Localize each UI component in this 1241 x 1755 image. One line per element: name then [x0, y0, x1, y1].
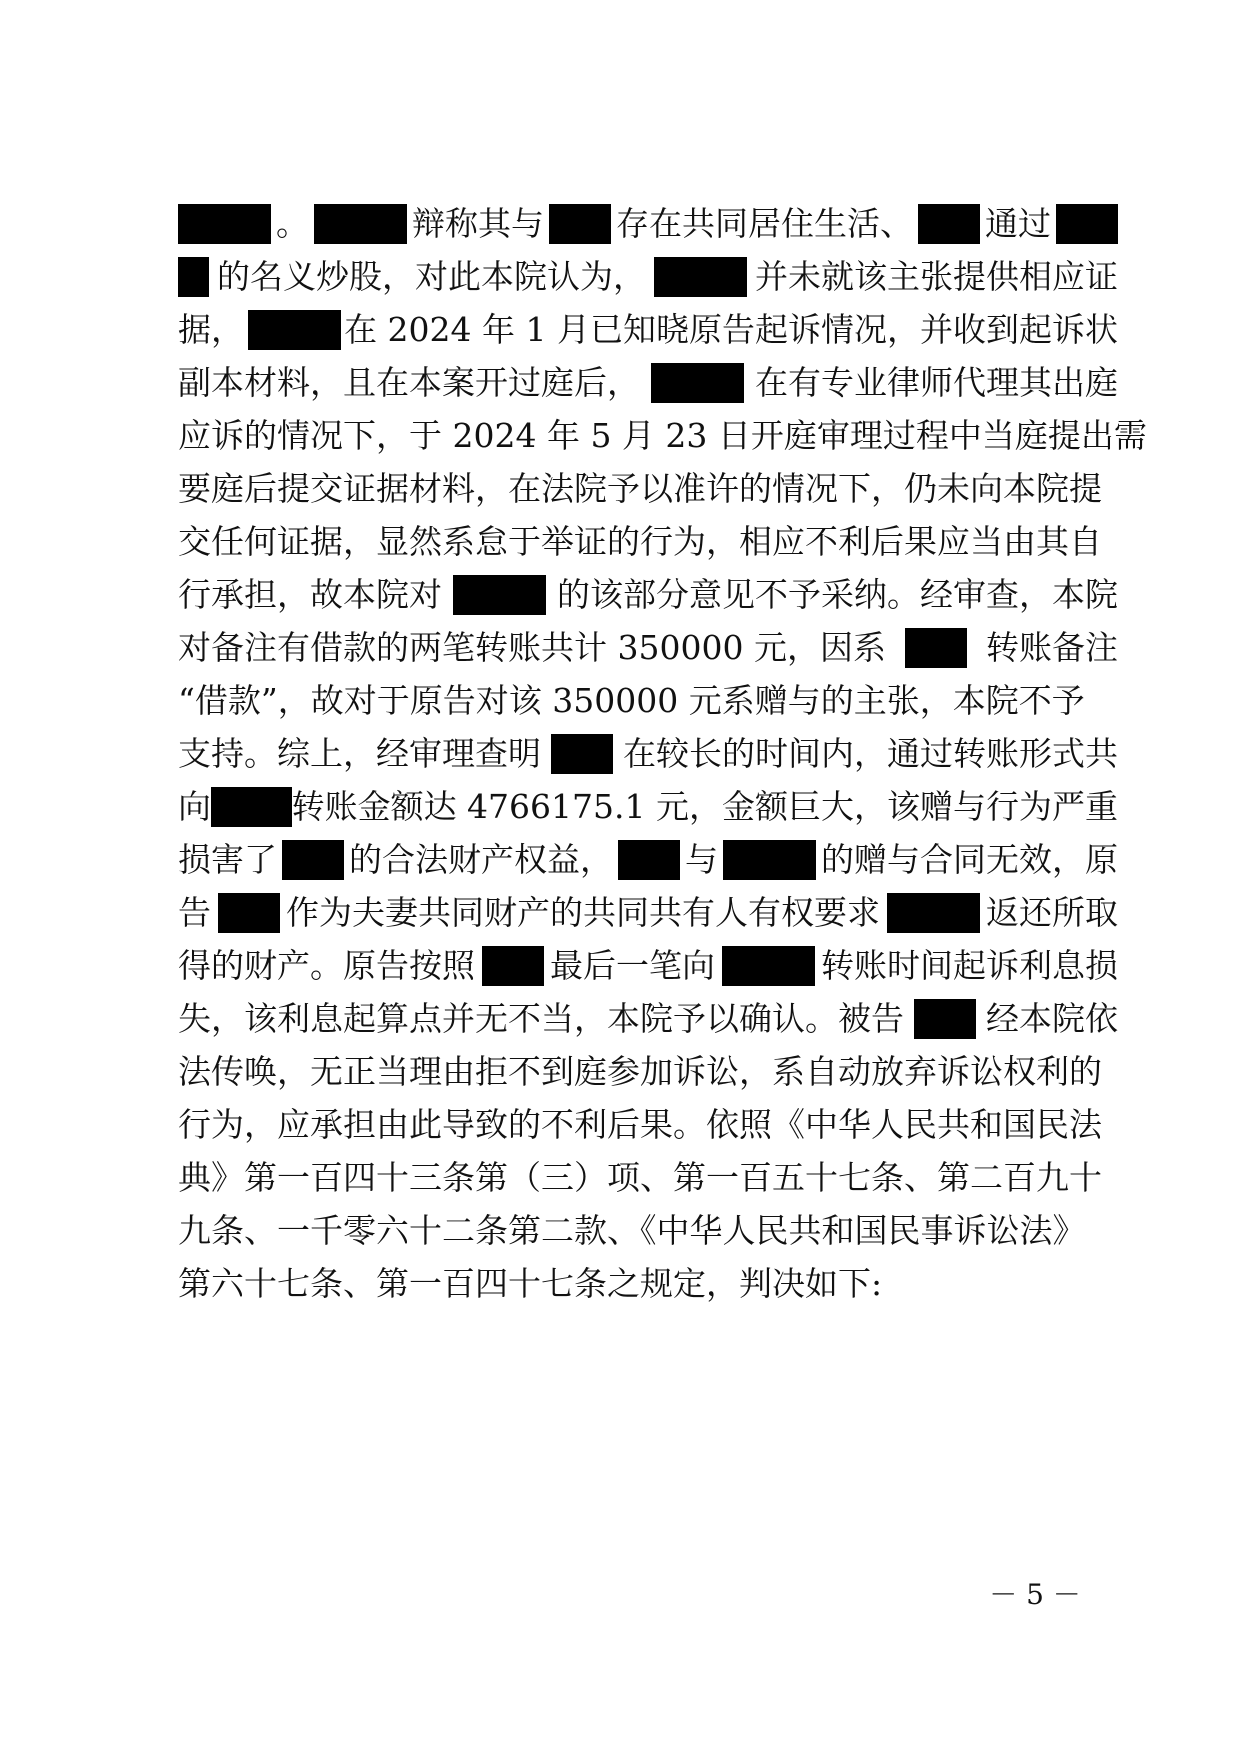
text-segment: 典》第一百四十三条第（三）项、第一百五十七条、第二百九十	[178, 1158, 1102, 1197]
text-segment: 返还所取	[986, 893, 1118, 932]
redaction-block	[1056, 204, 1118, 244]
text-segment: 交任何证据，显然系怠于举证的行为，相应不利后果应当由其自	[178, 522, 1102, 561]
text-segment: 失，该利息起算点并无不当，本院予以确认。被告	[178, 999, 904, 1038]
redaction-block	[248, 310, 341, 350]
page-number: － 5 －	[989, 1578, 1081, 1611]
text-line	[178, 306, 1118, 354]
text-segment: 的赠与合同无效，原	[821, 840, 1118, 879]
text-segment: 行承担，故本院对	[178, 575, 442, 614]
text-segment: 行为，应承担由此导致的不利后果。依照《中华人民共和国民法	[178, 1105, 1102, 1144]
text-line	[178, 571, 1118, 619]
redaction-block	[914, 999, 976, 1039]
text-segment: 告	[178, 893, 211, 932]
text-segment: 最后一笔向	[550, 946, 715, 985]
text-line	[178, 359, 1118, 407]
text-line	[178, 412, 1147, 460]
text-line	[178, 1154, 1118, 1202]
redaction-block	[722, 946, 815, 986]
text-line	[178, 1048, 1118, 1096]
text-line	[178, 889, 1118, 937]
redaction-block	[282, 840, 344, 880]
text-segment: 存在共同居住生活、	[616, 204, 913, 243]
text-line	[178, 1260, 1118, 1308]
redaction-block	[211, 787, 292, 827]
text-segment: 据，	[178, 310, 244, 349]
text-segment: 要庭后提交证据材料，在法院予以准许的情况下，仍未向本院提	[178, 469, 1102, 508]
redaction-block	[723, 840, 816, 880]
redaction-block	[218, 893, 280, 933]
redaction-block	[618, 840, 680, 880]
text-segment: 法传唤，无正当理由拒不到庭参加诉讼，系自动放弃诉讼权利的	[178, 1052, 1102, 1091]
redaction-block	[654, 257, 747, 297]
text-line	[178, 677, 1118, 725]
text-segment: 应诉的情况下，于 2024 年 5 月 23 日开庭审理过程中当庭提出需	[178, 416, 1147, 455]
text-line	[178, 518, 1118, 566]
text-segment: 通过	[985, 204, 1051, 243]
redaction-block	[651, 363, 744, 403]
text-segment: 在 2024 年 1 月已知晓原告起诉情况，并收到起诉状	[344, 310, 1118, 349]
text-segment: 得的财产。原告按照	[178, 946, 475, 985]
text-segment: 对备注有借款的两笔转账共计 350000 元，因系	[178, 628, 886, 667]
redaction-block	[905, 628, 967, 668]
redaction-block	[551, 734, 613, 774]
redaction-block	[178, 204, 271, 244]
text-line	[178, 1207, 1118, 1255]
redaction-block	[453, 575, 546, 615]
text-segment: 辩称其与	[412, 204, 544, 243]
redaction-block	[549, 204, 611, 244]
text-segment: 在较长的时间内，通过转账形式共	[623, 734, 1118, 773]
redaction-block	[918, 204, 980, 244]
text-line	[178, 1101, 1118, 1149]
text-segment: 的合法财产权益，	[349, 840, 613, 879]
text-segment: 损害了	[178, 840, 277, 879]
text-line	[178, 624, 1118, 672]
text-segment: 向	[178, 787, 211, 826]
text-segment: 与	[685, 840, 718, 879]
redaction-block	[178, 257, 209, 297]
text-segment: 的名义炒股，对此本院认为，	[217, 257, 646, 296]
text-segment: 。	[276, 204, 309, 243]
text-line	[178, 942, 1118, 990]
redaction-block	[887, 893, 980, 933]
text-segment: 并未就该主张提供相应证	[755, 257, 1118, 296]
text-line	[178, 253, 1118, 301]
text-segment: 作为夫妻共同财产的共同共有人有权要求	[286, 893, 880, 932]
text-segment: 支持。综上，经审理查明	[178, 734, 541, 773]
text-line	[178, 465, 1118, 513]
text-segment: 第六十七条、第一百四十七条之规定，判决如下:	[178, 1264, 883, 1303]
text-segment: 转账时间起诉利息损	[821, 946, 1118, 985]
text-line	[178, 995, 1118, 1043]
text-segment: 经本院依	[986, 999, 1118, 1038]
text-line	[178, 730, 1118, 778]
text-segment: 在有专业律师代理其出庭	[755, 363, 1118, 402]
text-segment: 转账备注	[985, 628, 1118, 667]
text-line	[178, 783, 1118, 831]
text-segment: “借款”，故对于原告对该 350000 元系赠与的主张，本院不予	[178, 681, 1085, 720]
text-segment: 转账金额达 4766175.1 元，金额巨大，该赠与行为严重	[291, 787, 1118, 826]
text-line	[178, 836, 1118, 884]
text-segment: 副本材料，且在本案开过庭后，	[178, 363, 640, 402]
text-line	[178, 200, 1118, 248]
redaction-block	[482, 946, 544, 986]
text-segment: 九条、一千零六十二条第二款、《中华人民共和国民事诉讼法》	[178, 1211, 1086, 1250]
redaction-block	[314, 204, 407, 244]
text-segment: 的该部分意见不予采纳。经审查，本院	[557, 575, 1118, 614]
